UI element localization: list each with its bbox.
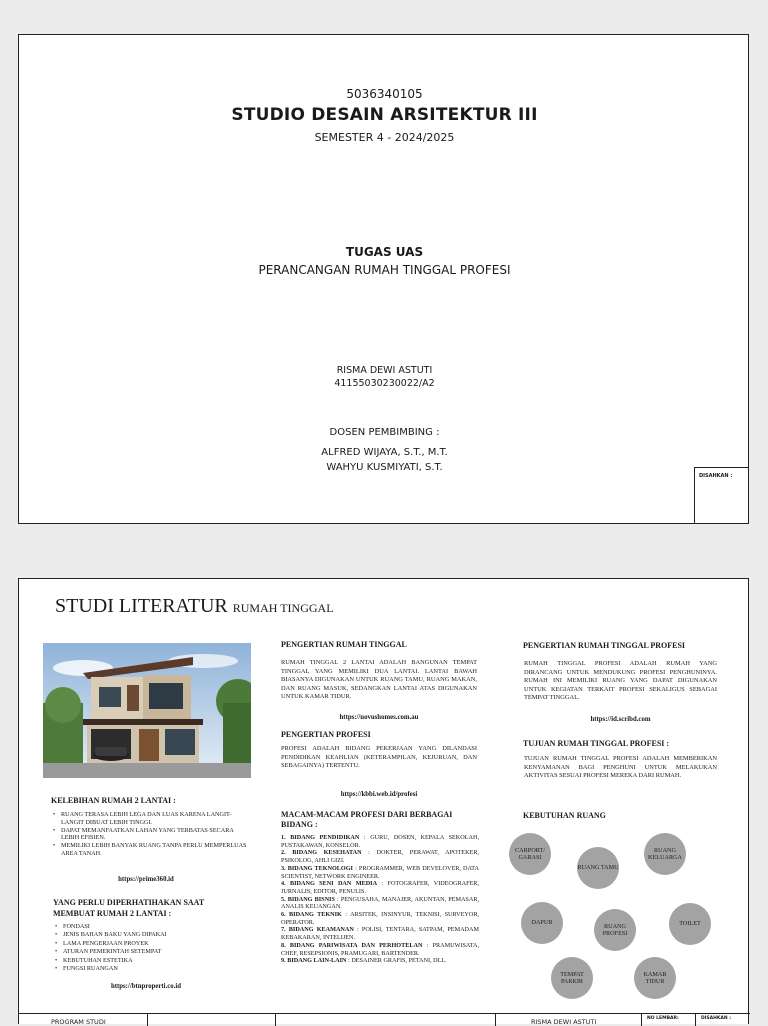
- professions-heading: MACAM-MACAM PROFESI DARI BERBAGAI BIDANG :: [281, 810, 453, 829]
- profession-field: 8. BIDANG PARIWISATA DAN PERHOTELAN: [281, 941, 423, 949]
- course-code: 5036340105: [346, 87, 423, 101]
- approval-box: [694, 467, 748, 523]
- student-name: RISMA DEWI ASTUTI: [336, 365, 433, 376]
- profession-examples: : ARSITEK, INSINYUR, TEKNISI, SURVEYOR, OPERATOR.: [281, 911, 479, 926]
- advantage-item: • DAPAT MEMANFAATKAN LAHAN YANG TERBATAS SECARA LEBIH EFISIEN.: [61, 827, 249, 843]
- considerations-heading: YANG PERLU DIPERHATIHAKAN SAAT MEMBUAT RUMAH 2 LANTAI :: [53, 898, 205, 918]
- profession-examples: : PRAMUWISATA, CHEF, RESEPSIONIS, PRAMUGARI, BARTENDER.: [281, 941, 479, 957]
- advantage-item: • MEMILIKI LEBIH BANYAK RUANG TANPA PERLU MEMPERLUAS AREA TANAH.: [61, 842, 249, 858]
- room-needs-heading: KEBUTUHAN RUANG: [523, 811, 606, 820]
- profession-item: [281, 849, 479, 864]
- footer-divider: [641, 1014, 642, 1026]
- advantage-item: • RUANG TERASA LEBIH LEGA DAN LUAS KARENA LANGIT-LANGIT DIBUAT LEBIH TINGGI.: [61, 811, 249, 827]
- footer-approval: DISAHKAN :: [701, 1016, 732, 1021]
- profession-examples: : PENGUSAHA, MANAJER, AKUNTAN, PEMASAR, ANALIS KEUANGAN.: [281, 895, 479, 911]
- consideration-item: • JENIS BAHAN BAKU YANG DIPAKAI: [63, 931, 243, 939]
- profession-field: 2. BIDANG KESEHATAN: [281, 849, 362, 857]
- advantages-heading: KELEBIHAN RUMAH 2 LANTAI :: [51, 796, 176, 805]
- profession-examples: : GURU, DOSEN, KEPALA SEKOLAH, PUSTAKAWAN, KONSELOR.: [281, 834, 479, 849]
- professions-list: [281, 834, 479, 965]
- profession-field: 5. BIDANG BISNIS: [281, 895, 335, 903]
- room-profession: RUANG PROFESI: [594, 909, 636, 951]
- consideration-item: • FUNGSI RUANGAN: [63, 965, 243, 973]
- profession-item: [281, 957, 479, 965]
- prof-house-def-heading: PENGERTIAN RUMAH TINGGAL PROFESI: [523, 641, 686, 650]
- profession-field: 6. BIDANG TEKNIK: [281, 911, 342, 919]
- considerations-list: [54, 923, 243, 973]
- room-carport: CARPORT/ GARASI: [509, 833, 551, 875]
- footer-sheet-no: NO LEMBAR:: [647, 1016, 679, 1021]
- profession-examples: : POLISI, TENTARA, SATPAM, PEMADAM KEBAKARAN, INTELIJEN.: [281, 926, 479, 942]
- consideration-item: • LAMA PENGERJAAN PROYEK: [63, 940, 243, 948]
- room-guest: RUANG TAMU: [577, 847, 619, 889]
- advantages-list: [52, 811, 249, 858]
- advisor-label: DOSEN PEMBIMBING :: [329, 427, 440, 438]
- house-def-source: https://novushomes.com.au: [339, 714, 419, 721]
- purpose-text: TUJUAN RUMAH TINGGAL PROFESI ADALAH MEMBERIKAN KENYAMANAN BAGI PENGHUNI UNTUK MELAKUKAN AKTIVITAS SESUAI PROFESI MEREKA DARI RUMAH.: [524, 755, 717, 780]
- profession-item: [281, 834, 479, 849]
- room-bedroom: KAMAR TIDUR: [634, 957, 676, 999]
- task-label: TUGAS UAS: [345, 245, 424, 259]
- profession-field: 3. BIDANG TEKNOLOGI: [281, 864, 353, 872]
- semester: SEMESTER 4 - 2024/2025: [314, 131, 455, 144]
- purpose-heading: TUJUAN RUMAH TINGGAL PROFESI :: [523, 739, 670, 748]
- consideration-item: • ATURAN PEMERINTAH SETEMPAT: [63, 948, 243, 956]
- advisor-1: ALFRED WIJAYA, S.T., M.T.: [321, 447, 448, 458]
- consideration-item: • FONDASI: [63, 923, 243, 931]
- profession-item: [281, 911, 479, 926]
- profession-def-source: https://kbbi.web.id/profesi: [340, 791, 418, 798]
- footer-divider: [275, 1014, 276, 1026]
- literature-title: [55, 595, 334, 618]
- literature-title-main: STUDI LITERATUR: [55, 595, 228, 617]
- footer-name: RISMA DEWI ASTUTI: [531, 1018, 597, 1026]
- house-def-text: RUMAH TINGGAL 2 LANTAI ADALAH BANGUNAN TEMPAT TINGGAL YANG MEMILIKI DUA LANTAI. LANTAI BAWAH BIASANYA DIGUNAKAN UNTUK RUANG TAMU, RUANG MAKAN, DAN RUANG MASUK, SEDANGKAN LANTAI ATAS DIGUNAKAN UNTUK KAMAR TIDUR.: [281, 659, 477, 701]
- advisor-2: WAHYU KUSMIYATI, S.T.: [326, 462, 443, 473]
- prof-house-def-text: RUMAH TINGGAL PROFESI ADALAH RUMAH YANG DIRANCANG UNTUK MENDUKUNG PROFESI PENGHUNINYA. RUMAH INI MEMILIKI RUANG YANG DAPAT DIGUNAKAN UNTUK KEGIATAN TERKAIT PROFESI SEKALIGUS SEBAGAI TEMPAT TINGGAL.: [524, 660, 717, 702]
- project-title: PERANCANGAN RUMAH TINGGAL PROFESI: [258, 263, 511, 277]
- profession-item: [281, 896, 479, 911]
- cover-sheet: [18, 34, 749, 524]
- course-title: STUDIO DESAIN ARSITEKTUR III: [231, 105, 538, 125]
- footer-program: PROGRAM STUDI: [51, 1018, 106, 1026]
- profession-def-text: PROFESI ADALAH BIDANG PEKERJAAN YANG DILANDASI PENDIDIKAN KEAHLIAN (KETERAMPILAN, KEJURUAN, DAN SEBAGAINYA) TERTENTU.: [281, 745, 477, 770]
- title-block: [19, 1013, 750, 1026]
- prof-house-def-source: https://id.scribd.com: [590, 716, 651, 723]
- profession-field: 1. BIDANG PENDIDIKAN: [281, 834, 360, 841]
- profession-def-heading: PENGERTIAN PROFESI: [281, 730, 371, 739]
- profession-item: [281, 880, 479, 895]
- literature-sheet: [18, 578, 749, 1024]
- room-family: RUANG KELUARGA: [644, 833, 686, 875]
- considerations-source: https://btnproperti.co.id: [110, 983, 182, 990]
- room-kitchen: DAPUR: [521, 902, 563, 944]
- profession-item: [281, 926, 479, 941]
- profession-field: 4. BIDANG SENI DAN MEDIA: [281, 880, 378, 888]
- footer-divider: [495, 1014, 496, 1026]
- profession-examples: : PROGRAMMER, WEB DEVELOVER, DATA SCIENTIST, NETWORK ENGINEER.: [281, 864, 480, 880]
- student-id: 41155030230022/A2: [334, 378, 435, 389]
- literature-title-small: RUMAH TINGGAL: [232, 601, 334, 615]
- house-def-heading: PENGERTIAN RUMAH TINGGAL: [281, 640, 407, 649]
- profession-field: 9. BIDANG LAIN-LAIN: [281, 957, 347, 965]
- profession-item: [281, 865, 479, 880]
- profession-field: 7. BIDANG KEAMANAN: [281, 926, 354, 934]
- profession-examples: : DOKTER, PERAWAT, APOTEKER, PSIKOLOG, AHLI GIZI.: [281, 849, 480, 865]
- footer-divider: [695, 1014, 696, 1026]
- advantages-source: https://prime360.id: [118, 876, 174, 883]
- house-render-image: [43, 643, 251, 778]
- profession-examples: : DESAINER GRAFIS, PETANI, DLL.: [346, 957, 447, 965]
- approval-label: DISAHKAN :: [699, 473, 733, 479]
- profession-item: [281, 942, 479, 957]
- profession-examples: : FOTOGRAFER, VIDEOGRAFER, JURNALIS, EDITOR, PENULIS.: [281, 880, 479, 895]
- footer-divider: [147, 1014, 148, 1026]
- consideration-item: • KEBUTUHAN ESTETIKA: [63, 957, 243, 965]
- room-parking: TEMPAT PARKIR: [551, 957, 593, 999]
- room-toilet: TOILET: [669, 903, 711, 945]
